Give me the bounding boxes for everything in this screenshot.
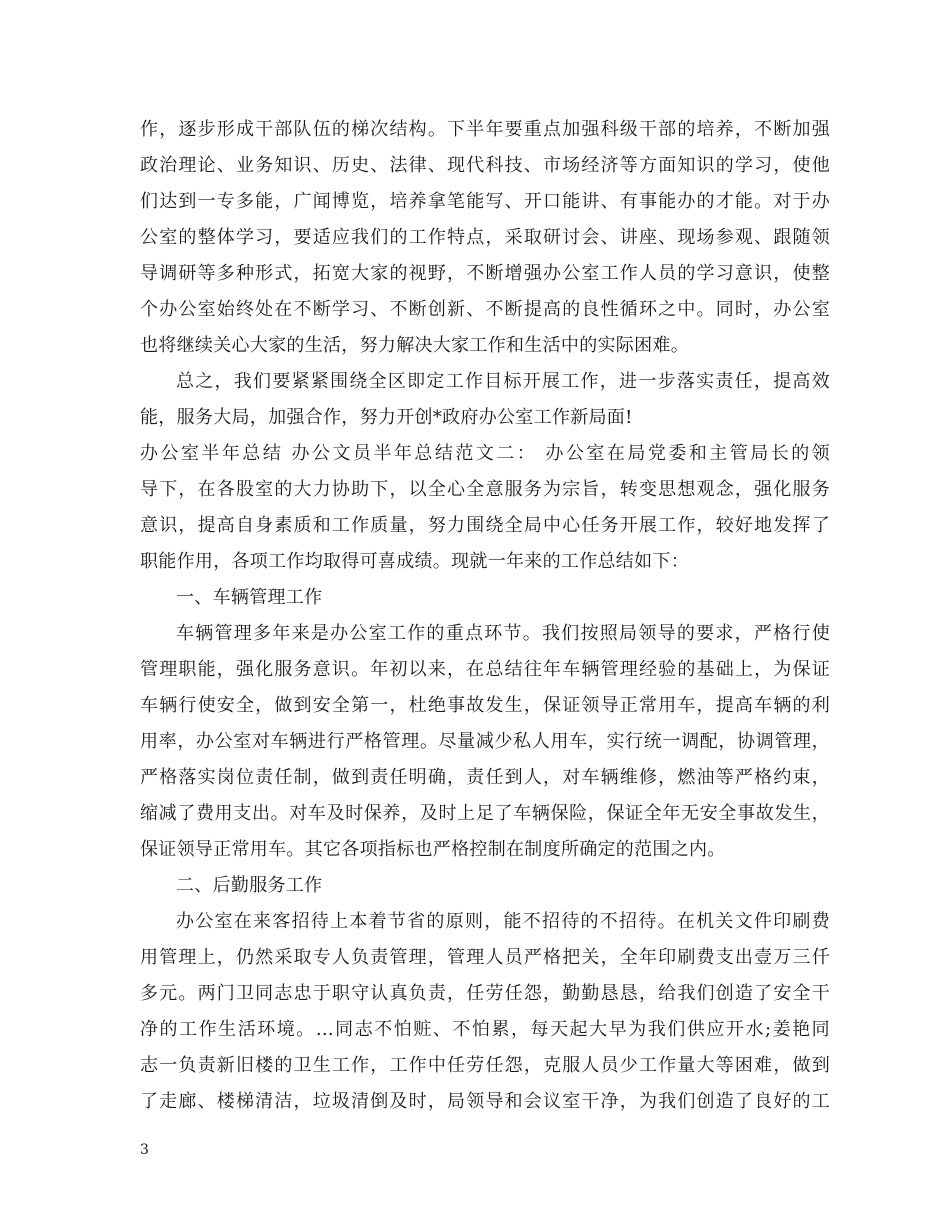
text-line: 用管理上，仍然采取专人负责管理，管理人员严格把关，全年印刷费支出壹万三仟: [140, 947, 830, 968]
text-line: 总之，我们要紧紧围绕全区即定工作目标开展工作，进一步落实责任，提高效: [176, 371, 830, 392]
section-heading-line: 办公室半年总结 办公文员半年总结范文二： 办公室在局党委和主管局长的领: [140, 443, 830, 464]
text-line: 政治理论、业务知识、历史、法律、现代科技、市场经济等方面知识的学习，使他: [140, 155, 830, 176]
text-line: 多元。两门卫同志忠于职守认真负责，任劳任怨，勤勤恳恳，给我们创造了安全干: [140, 983, 830, 1004]
text-line: 保证领导正常用车。其它各项指标也严格控制在制度所确定的范围之内。: [140, 839, 726, 860]
text-line: 净的工作生活环境。...同志不怕赃、不怕累，每天起大早为我们供应开水;姜艳同: [140, 1019, 830, 1040]
text-line: 了走廊、楼梯清洁，垃圾清倒及时，局领导和会议室干净，为我们创造了良好的工: [140, 1091, 830, 1112]
text-line: 导调研等多种形式，拓宽大家的视野，不断增强办公室工作人员的学习意识，使整: [140, 263, 830, 284]
subheading-logistics-service: 二、后勤服务工作: [176, 875, 323, 896]
text-line: 导下，在各股室的大力协助下，以全心全意服务为宗旨，转变思想观念，强化服务: [140, 479, 830, 500]
text-line: 用率，办公室对车辆进行严格管理。尽量减少私人用车，实行统一调配，协调管理，: [140, 731, 830, 752]
text-line: 们达到一专多能，广闻博览，培养拿笔能写、开口能讲、有事能办的才能。对于办: [140, 191, 830, 212]
text-line: 志一负责新旧楼的卫生工作，工作中任劳任怨，克服人员少工作量大等困难，做到: [140, 1055, 830, 1076]
text-line: 也将继续关心大家的生活，努力解决大家工作和生活中的实际困难。: [140, 335, 689, 356]
text-line: 能，服务大局，加强合作，努力开创*政府办公室工作新局面!: [140, 407, 633, 428]
text-line: 车辆行使安全，做到安全第一，杜绝事故发生，保证领导正常用车，提高车辆的利: [140, 695, 830, 716]
text-line: 严格落实岗位责任制，做到责任明确，责任到人，对车辆维修，燃油等严格约束，: [140, 767, 830, 788]
text-line: 缩减了费用支出。对车及时保养，及时上足了车辆保险，保证全年无安全事故发生，: [140, 803, 830, 824]
text-line: 办公室在来客招待上本着节省的原则，能不招待的不招待。在机关文件印刷费: [176, 911, 830, 932]
page-number: 3: [140, 1142, 149, 1158]
text-line: 管理职能，强化服务意识。年初以来，在总结往年车辆管理经验的基础上，为保证: [140, 659, 830, 680]
text-line: 车辆管理多年来是办公室工作的重点环节。我们按照局领导的要求，严格行使: [176, 623, 830, 644]
text-line: 意识，提高自身素质和工作质量，努力围绕全局中心任务开展工作，较好地发挥了: [140, 515, 830, 536]
text-line: 公室的整体学习，要适应我们的工作特点，采取研讨会、讲座、现场参观、跟随领: [140, 227, 830, 248]
text-line: 作，逐步形成干部队伍的梯次结构。下半年要重点加强科级干部的培养，不断加强: [140, 119, 830, 140]
text-line: 职能作用，各项工作均取得可喜成绩。现就一年来的工作总结如下：: [140, 551, 689, 572]
text-line: 个办公室始终处在不断学习、不断创新、不断提高的良性循环之中。同时，办公室: [140, 299, 830, 320]
subheading-vehicle-management: 一、车辆管理工作: [176, 587, 323, 608]
